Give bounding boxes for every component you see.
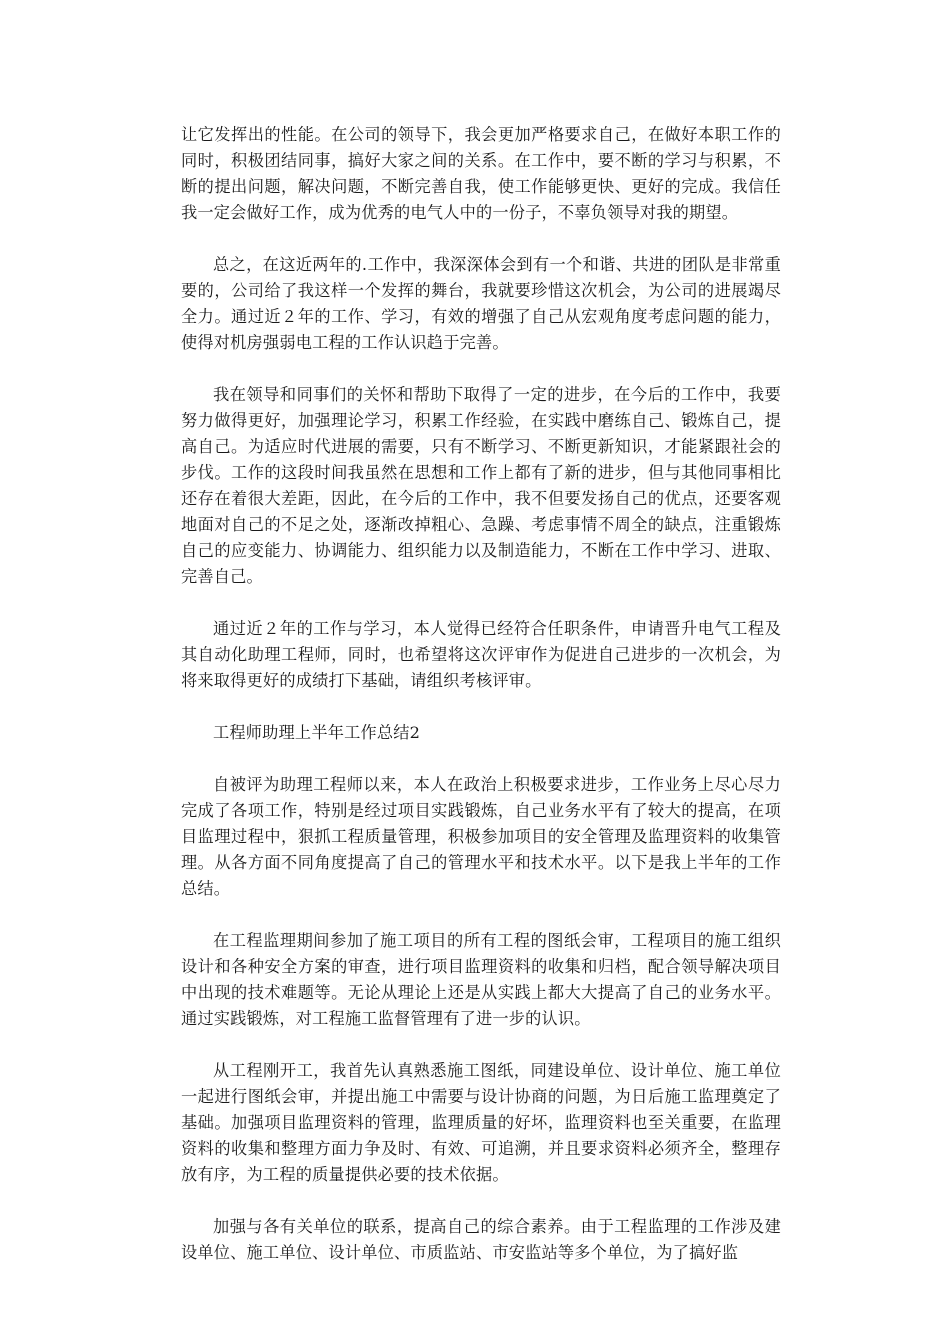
paragraph-construction-start: 从工程刚开工，我首先认真熟悉施工图纸，同建设单位、设计单位、施工单位一起进行图纸会审，并提出施工中需要与设计协商的问题，为日后施工监理奠定了基础。加强项目监理资料的管理，监理质量的好坏，监理资料也至关重要，在监理资料的收集和整理方面力争及时、有效、可追溯，并且要求资料必须齐全，整理存放有序，为工程的质量提供必要的技术依据。 xyxy=(181,1061,781,1184)
section-heading: 工程师助理上半年工作总结2 xyxy=(213,723,421,742)
paragraph-coordination: 加强与各有关单位的联系，提高自己的综合素养。由于工程监理的工作涉及建设单位、施工单位、设计单位、市质监站、市安监站等多个单位，为了搞好监 xyxy=(181,1217,781,1262)
paragraph-team-summary: 总之，在这近两年的.工作中，我深深体会到有一个和谐、共进的团队是非常重要的，公司给了我这样一个发挥的舞台，我就要珍惜这次机会，为公司的进展竭尽全力。通过近２年的工作、学习，有效的增强了自己从宏观角度考虑问题的能力，使得对机房强弱电工程的工作认识趋于完善。 xyxy=(181,255,781,352)
paragraph-application: 通过近２年的工作与学习，本人觉得已经符合任职条件，申请晋升电气工程及其自动化助理工程师，同时，也希望将这次评审作为促进自己进步的一次机会，为将来取得更好的成绩打下基础，请组织考核评审。 xyxy=(181,619,781,690)
paragraph-progress: 我在领导和同事们的关怀和帮助下取得了一定的进步，在今后的工作中，我要努力做得更好，加强理论学习，积累工作经验，在实践中磨练自己、锻炼自己，提高自己。为适应时代进展的需要，只有不断学习、不断更新知识，才能紧跟社会的步伐。工作的这段时间我虽然在思想和工作上都有了新的进步，但与其他同事相比还存在着很大差距，因此，在今后的工作中，我不但要发扬自己的优点，还要客观地面对自己的不足之处，逐渐改掉粗心、急躁、考虑事情不周全的缺点，注重锻炼自己的应变能力、协调能力、组织能力以及制造能力，不断在工作中学习、进取、完善自己。 xyxy=(181,385,781,586)
paragraph-continuation: 让它发挥出的性能。在公司的领导下，我会更加严格要求自己，在做好本职工作的同时，积极团结同事，搞好大家之间的关系。在工作中，要不断的学习与积累，不断的提出问题，解决问题，不断完善自我，使工作能够更快、更好的完成。我信任我一定会做好工作，成为优秀的电气人中的一份子，不辜负领导对我的期望。 xyxy=(181,125,781,222)
document-body xyxy=(181,122,781,1292)
paragraph-intro: 自被评为助理工程师以来，本人在政治上积极要求进步，工作业务上尽心尽力完成了各项工作，特别是经过项目实践锻炼，自己业务水平有了较大的提高，在项目监理过程中，狠抓工程质量管理，积极参加项目的安全管理及监理资料的收集管理。从各方面不同角度提高了自己的管理水平和技术水平。以下是我上半年的工作总结。 xyxy=(181,775,781,898)
paragraph-drawing-review: 在工程监理期间参加了施工项目的所有工程的图纸会审，工程项目的施工组织设计和各种安全方案的审查，进行项目监理资料的收集和归档，配合领导解决项目中出现的技术难题等。无论从理论上还是从实践上都大大提高了自己的业务水平。通过实践锻炼，对工程施工监督管理有了进一步的认识。 xyxy=(181,931,781,1028)
